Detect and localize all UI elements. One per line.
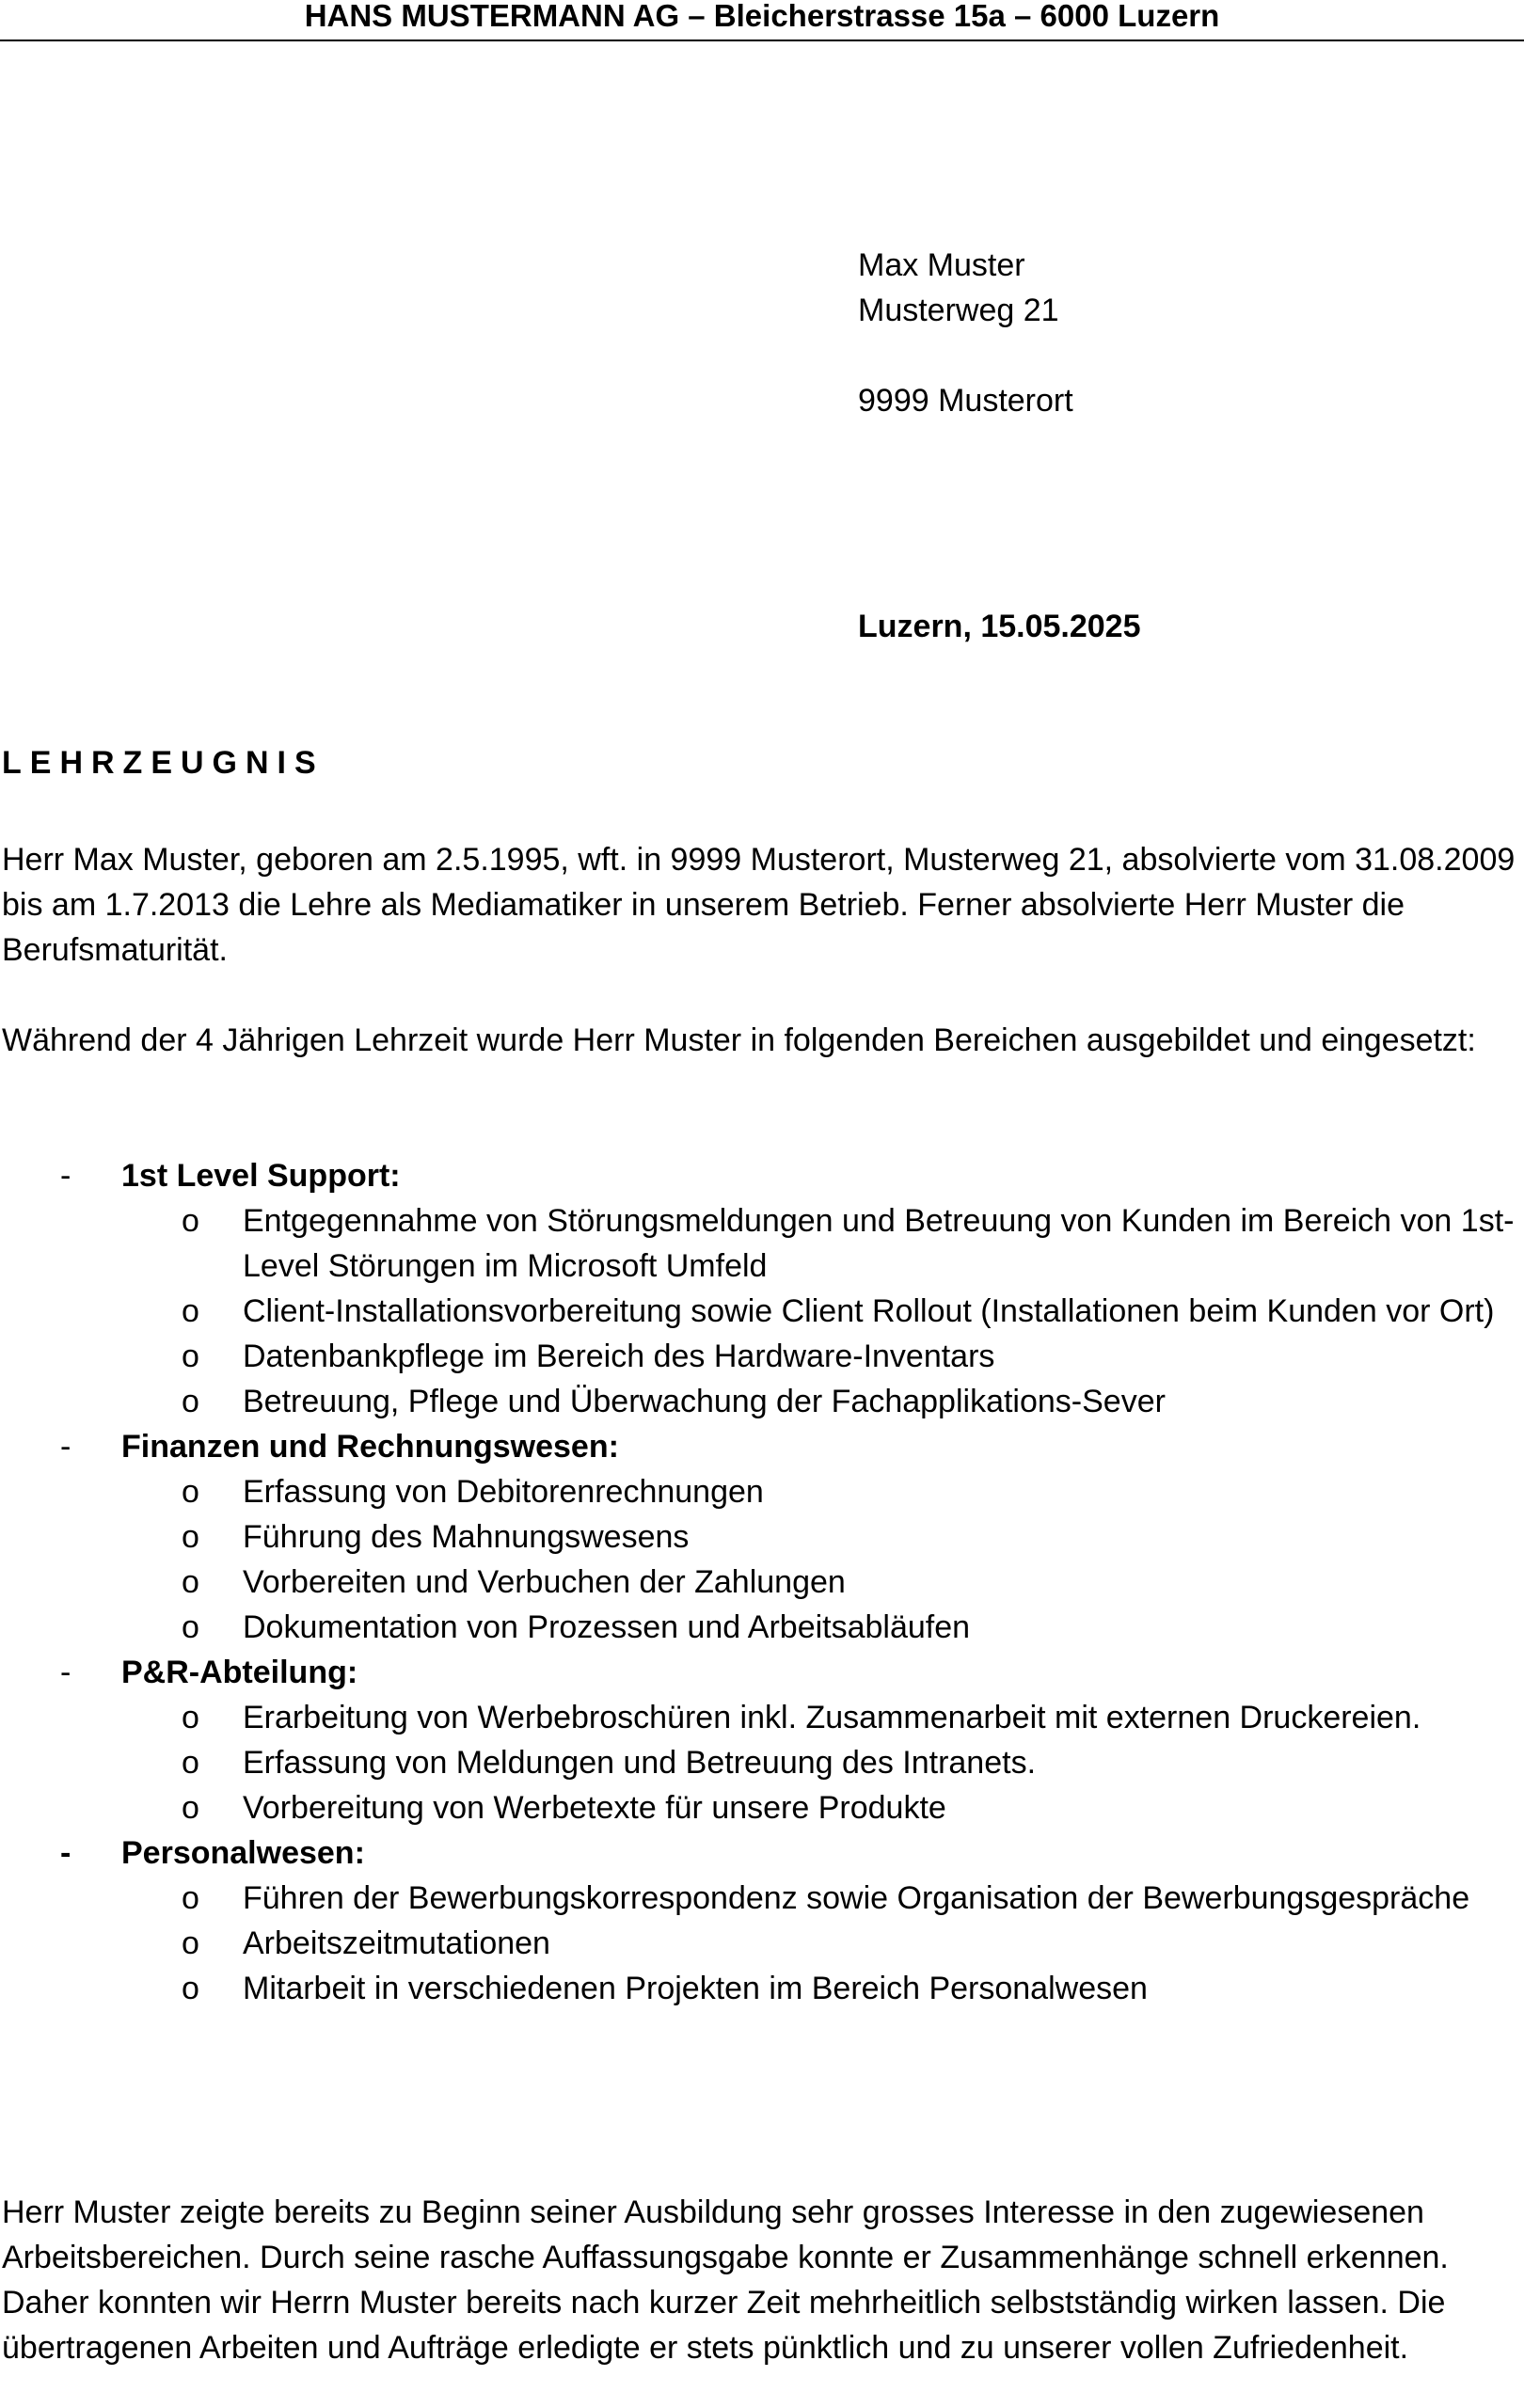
recipient-street: Musterweg 21	[858, 293, 1059, 328]
list-item-text: Vorbereiten und Verbuchen der Zahlungen	[243, 1564, 846, 1600]
section-heading	[0, 1153, 1524, 1198]
bullet-marker: o	[182, 1790, 199, 1826]
list-item-text: Führung des Mahnungswesens	[243, 1519, 690, 1555]
recipient-address	[858, 243, 1073, 423]
training-intro: Während der 4 Jährigen Lehrzeit wurde Herr Muster in folgenden Bereichen ausgebildet und eingesetzt:	[2, 1022, 1476, 1058]
closing-paragraph: Herr Muster zeigte bereits zu Beginn seiner Ausbildung sehr grosses Interesse in den zugewiesenen Arbeitsbereichen. Durch seine rasche Auffassungsgabe konnte er Zusammenhänge schnell erkennen. Daher konnten wir Herrn Muster bereits nach kurzer Zeit mehrheitlich selbstständig wirken lassen. Die übertragenen Arbeiten und Aufträge erledigte er stets pünktlich und zu unserer vollen Zufriedenheit.	[2, 2194, 1449, 2366]
bullet-marker: o	[182, 1745, 199, 1781]
bullet-marker: o	[182, 1474, 199, 1510]
recipient-city: 9999 Musterort	[858, 383, 1073, 419]
section-label: Finanzen und Rechnungswesen:	[121, 1429, 619, 1465]
dash-marker: -	[60, 1429, 71, 1465]
list-item	[0, 1876, 1524, 1921]
company-line: HANS MUSTERMANN AG – Bleicherstrasse 15a – 6000 Luzern	[304, 0, 1220, 33]
bullet-marker: o	[182, 1700, 199, 1735]
bullet-marker: o	[182, 1384, 199, 1419]
letterhead	[0, 0, 1524, 41]
address-spacer	[858, 333, 1073, 378]
list-item-text: Mitarbeit in verschiedenen Projekten im Bereich Personalwesen	[243, 1971, 1148, 2006]
list-item	[0, 1514, 1524, 1560]
list-item	[0, 1921, 1524, 1966]
list-item-text: Dokumentation von Prozessen und Arbeitsabläufen	[243, 1609, 971, 1645]
list-item	[0, 1966, 1524, 2011]
bullet-marker: o	[182, 1203, 199, 1239]
training-sections	[0, 1153, 1524, 2011]
list-item	[0, 1289, 1524, 1334]
dash-marker: -	[60, 1158, 71, 1194]
section-heading	[0, 1650, 1524, 1695]
date-line: Luzern, 15.05.2025	[858, 609, 1141, 644]
list-item-text: Erarbeitung von Werbebroschüren inkl. Zusammenarbeit mit externen Druckereien.	[243, 1700, 1421, 1735]
list-item	[0, 1198, 1524, 1289]
list-item	[0, 1379, 1524, 1424]
list-item-text: Erfassung von Debitorenrechnungen	[243, 1474, 764, 1510]
list-item	[0, 1560, 1524, 1605]
list-item-text: Erfassung von Meldungen und Betreuung des Intranets.	[243, 1745, 1037, 1781]
document-title: LEHRZEUGNIS	[2, 745, 325, 781]
section-label: 1st Level Support:	[121, 1158, 401, 1194]
section-label: P&R-Abteilung:	[121, 1655, 358, 1690]
list-item-text: Client-Installationsvorbereitung sowie Client Rollout (Installationen beim Kunden vor Ort)	[243, 1293, 1495, 1329]
intro-paragraph: Herr Max Muster, geboren am 2.5.1995, wft. in 9999 Musterort, Musterweg 21, absolvierte vom 31.08.2009 bis am 1.7.2013 die Lehre als Mediamatiker in unserem Betrieb. Ferner absolvierte Herr Muster die Berufsmaturität.	[2, 842, 1516, 968]
list-item	[0, 1695, 1524, 1740]
list-item-text: Datenbankpflege im Bereich des Hardware-Inventars	[243, 1339, 995, 1374]
bullet-marker: o	[182, 1339, 199, 1374]
bullet-marker: o	[182, 1880, 199, 1916]
bullet-marker: o	[182, 1925, 199, 1961]
section-heading	[0, 1830, 1524, 1876]
bullet-marker: o	[182, 1293, 199, 1329]
list-item-text: Vorbereitung von Werbetexte für unsere Produkte	[243, 1790, 946, 1826]
list-item-text: Arbeitszeitmutationen	[243, 1925, 550, 1961]
bullet-marker: o	[182, 1519, 199, 1555]
list-item	[0, 1469, 1524, 1514]
dash-marker: -	[60, 1655, 71, 1690]
list-item	[0, 1740, 1524, 1785]
section-heading	[0, 1424, 1524, 1469]
list-item-text: Betreuung, Pflege und Überwachung der Fachapplikations-Sever	[243, 1384, 1166, 1419]
list-item	[0, 1334, 1524, 1379]
list-item	[0, 1785, 1524, 1830]
list-item-text: Führen der Bewerbungskorrespondenz sowie Organisation der Bewerbungsgespräche	[243, 1880, 1470, 1916]
section-label: Personalwesen:	[121, 1835, 365, 1871]
bullet-marker: o	[182, 1971, 199, 2006]
dash-marker: -	[60, 1835, 71, 1871]
list-item-text: Entgegennahme von Störungsmeldungen und Betreuung von Kunden im Bereich von 1st-Level Störungen im Microsoft Umfeld	[243, 1203, 1515, 1284]
bullet-marker: o	[182, 1609, 199, 1645]
list-item	[0, 1605, 1524, 1650]
recipient-name: Max Muster	[858, 247, 1025, 283]
bullet-marker: o	[182, 1564, 199, 1600]
